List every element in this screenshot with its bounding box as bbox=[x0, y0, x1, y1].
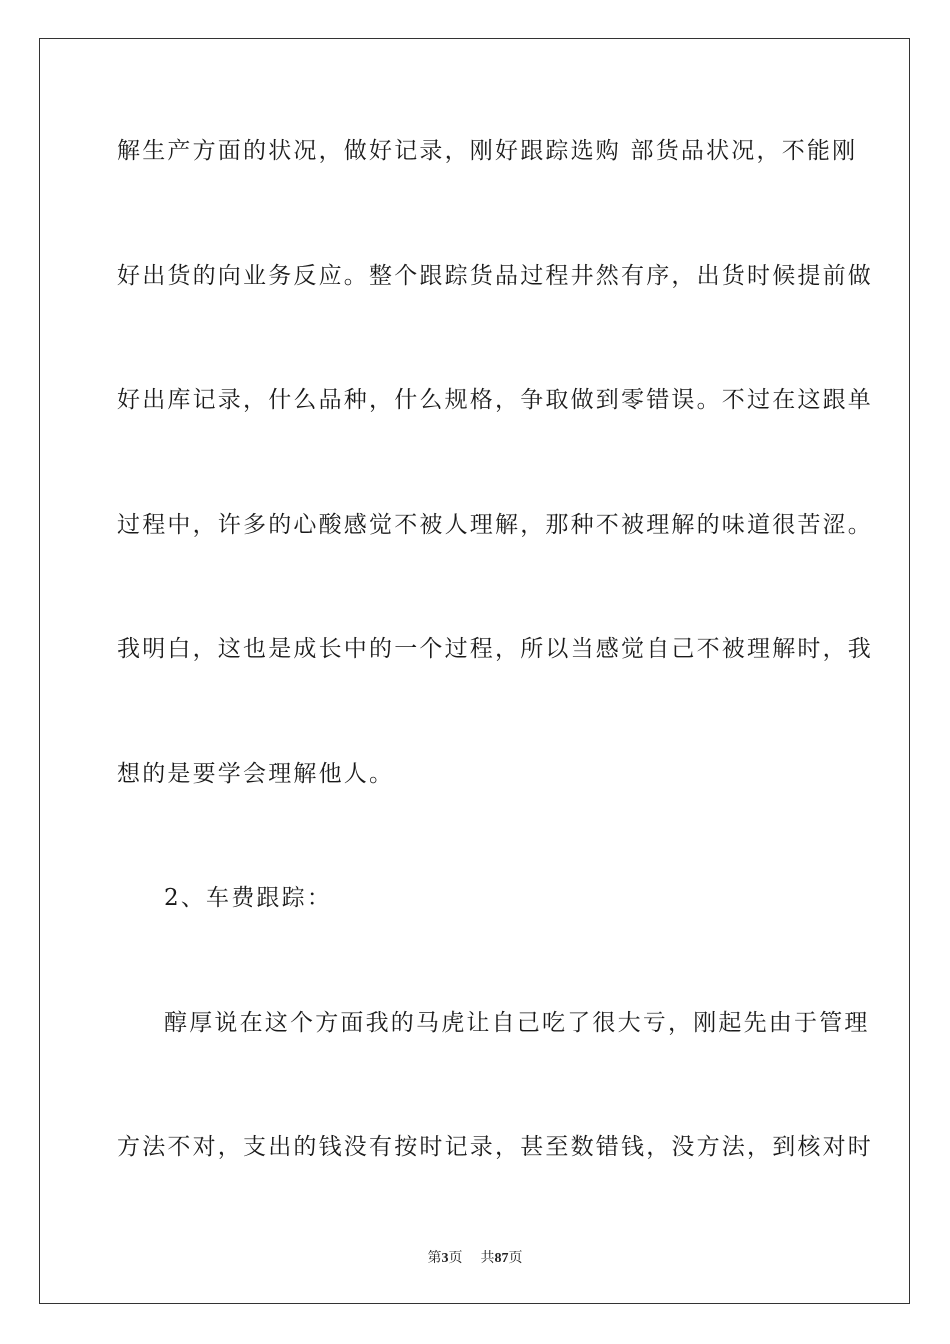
footer-page-number: 3 bbox=[441, 1251, 449, 1266]
section-heading: 2、车费跟踪： bbox=[164, 885, 333, 911]
body-text-line-6: 想的是要学会理解他人。 bbox=[117, 761, 395, 787]
body-text-line-4: 过程中，许多的心酸感觉不被人理解，那种不被理解的味道很苦涩。 bbox=[117, 512, 873, 538]
footer-page-suffix: 页 bbox=[448, 1251, 463, 1266]
footer-page-prefix: 第 bbox=[427, 1251, 442, 1266]
body-text-line-2: 好出货的向业务反应。整个跟踪货品过程井然有序，出货时候提前做 bbox=[117, 263, 873, 289]
footer-total-suffix: 页 bbox=[508, 1251, 523, 1266]
footer-total-pages: 87 bbox=[494, 1251, 509, 1266]
body-text-line-3: 好出库记录，什么品种，什么规格，争取做到零错误。不过在这跟单 bbox=[117, 387, 873, 413]
page-footer bbox=[0, 1247, 950, 1267]
body-text-line-5: 我明白，这也是成长中的一个过程，所以当感觉自己不被理解时，我 bbox=[117, 636, 873, 662]
body-text-line-1: 解生产方面的状况，做好记录，刚好跟踪选购 部货品状况，不能刚 bbox=[117, 138, 858, 164]
body-text-line-8: 方法不对，支出的钱没有按时记录，甚至数错钱，没方法，到核对时 bbox=[117, 1134, 873, 1160]
page-frame bbox=[39, 38, 910, 1304]
body-text-line-7: 醇厚说在这个方面我的马虎让自己吃了很大亏，刚起先由于管理 bbox=[164, 1010, 870, 1036]
footer-total-prefix: 共 bbox=[480, 1251, 495, 1266]
